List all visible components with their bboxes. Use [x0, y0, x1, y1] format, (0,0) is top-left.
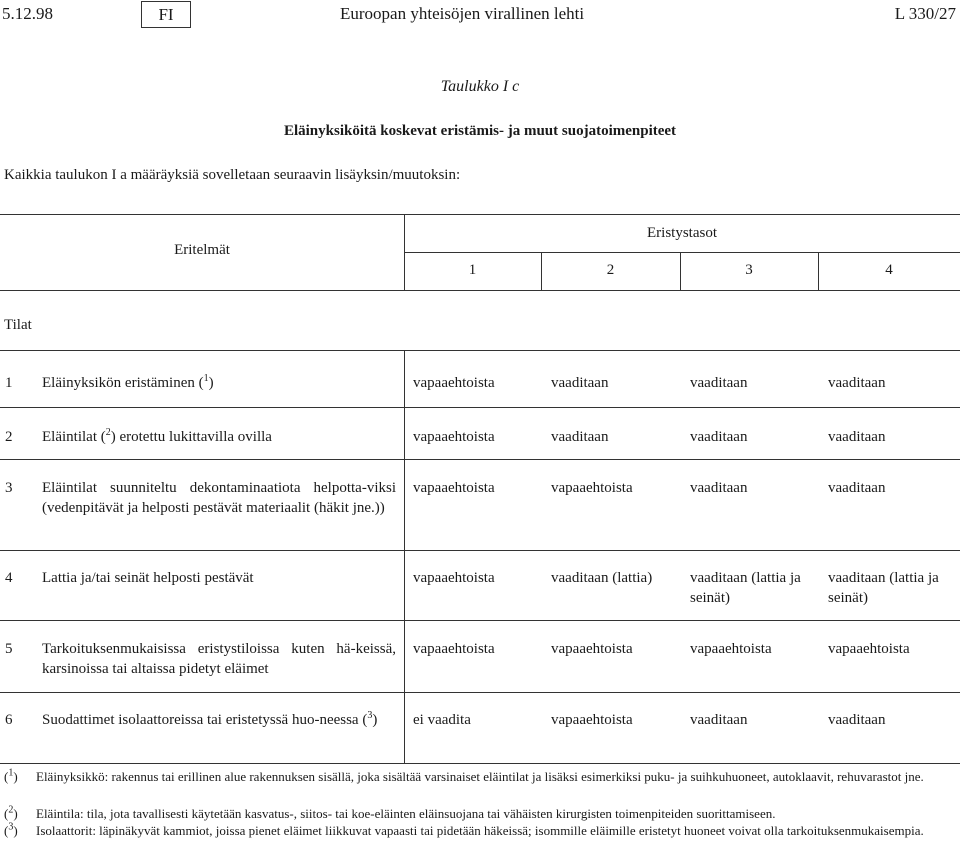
row-value-level-1: vapaaehtoista — [413, 480, 495, 496]
footnote-number: ($^2$) — [4, 804, 18, 821]
row-specification: Eläinyksikön eristäminen ($^1$) — [42, 373, 214, 391]
row-value-level-2: vaaditaan — [551, 429, 609, 445]
row-value-level-3: vaaditaan — [690, 375, 748, 391]
row-value-level-3: vaaditaan — [690, 712, 748, 728]
level-header-2: 2 — [606, 262, 615, 278]
row-value-level-4: vaaditaan (lattia ja seinät) — [828, 570, 939, 606]
row-value-level-4: vaaditaan — [828, 712, 886, 728]
row-value-level-2: vapaaehtoista — [551, 641, 633, 657]
footnote-ref: 3 — [367, 710, 373, 721]
table-title: Eläinyksiköitä koskevat eristämis- ja muut suojatoimenpiteet — [283, 123, 677, 139]
row-value-level-1: vapaaehtoista — [413, 641, 495, 657]
row-value-level-1: vapaaehtoista — [413, 570, 495, 586]
row-value-level-4: vaaditaan — [828, 429, 886, 445]
table-bottom-rule — [0, 763, 960, 764]
footnote-number: ($^3$) — [4, 821, 18, 838]
row-number: 1 — [5, 375, 13, 391]
row-value-level-1: vapaaehtoista — [413, 375, 495, 391]
row-specification: Eläintilat suunniteltu dekontaminaatiota helpotta-viksi (vedenpitävät ja helposti pestävät materiaalit (häkit jne.)) — [42, 480, 396, 516]
row-value-level-2: vapaaehtoista — [551, 480, 633, 496]
footnote-ref: 2 — [105, 427, 111, 438]
row-value-level-3: vaaditaan (lattia ja seinät) — [690, 570, 801, 606]
row-value-level-4: vapaaehtoista — [828, 641, 910, 657]
level-header-1: 1 — [468, 262, 477, 278]
row-specification: Eläintilat ($^2$) erotettu lukittavilla ovilla — [42, 427, 272, 445]
footnote-text: Isolaattorit: läpinäkyvät kammiot, joissa pienet eläimet liikkuvat vapaasti tai pidetään häkeissä; isommille eläimille eristetyt huoneet voivat olla tarkoituksenmukaisempia. — [36, 823, 924, 838]
row-value-level-2: vaaditaan (lattia) — [551, 570, 653, 586]
row-value-level-2: vaaditaan — [551, 375, 609, 391]
row-number: 5 — [5, 641, 13, 657]
row-number: 6 — [5, 712, 13, 728]
footnote-ref: 1 — [203, 373, 209, 384]
row-value-level-4: vaaditaan — [828, 375, 886, 391]
row-specification: Suodattimet isolaattoreissa tai eristetyssä huo-neessa ($^3$) — [42, 710, 378, 728]
column-divider — [404, 350, 405, 763]
column-header-specifications: Eritelmät — [174, 242, 230, 258]
row-specification: Lattia ja/tai seinät helposti pestävät — [42, 570, 254, 586]
row-number: 2 — [5, 429, 13, 445]
row-value-level-1: vapaaehtoista — [413, 429, 495, 445]
language-code: FI — [158, 5, 174, 24]
row-value-level-4: vaaditaan — [828, 480, 886, 496]
row-value-level-3: vaaditaan — [690, 429, 748, 445]
row-number: 3 — [5, 480, 13, 496]
row-specification: Tarkoituksenmukaisissa eristystiloissa kuten hä-keissä, karsinoissa tai altaissa pidetyt eläimet — [42, 641, 396, 677]
row-value-level-1: ei vaadita — [413, 712, 471, 728]
row-number: 4 — [5, 570, 13, 586]
footnote-number: ($^1$) — [4, 767, 18, 784]
intro-text: Kaikkia taulukon I a määräyksiä sovelletaan seuraavin lisäyksin/muutoksin: — [4, 167, 461, 183]
page-reference: L 330/27 — [894, 4, 956, 23]
table-top-rule — [0, 214, 960, 215]
header-mid-rule — [404, 252, 960, 253]
section-rule — [0, 350, 960, 351]
journal-title: Euroopan yhteisöjen virallinen lehti — [340, 4, 585, 23]
table-label: Taulukko I c — [440, 78, 520, 95]
header-bottom-rule — [0, 290, 960, 291]
header-date: 5.12.98 — [2, 4, 53, 23]
row-value-level-3: vapaaehtoista — [690, 641, 772, 657]
section-label: Tilat — [4, 317, 32, 333]
footnote-text: Eläinyksikkö: rakennus tai erillinen alue rakennuksen sisällä, joka sisältää varsinaiset eläintilat ja lisäksi esimerkiksi puku- ja suihkuhuoneet, autoklaavit, rehuvarastot jne. — [36, 769, 924, 784]
column-group-header-levels: Eristystasot — [647, 225, 717, 241]
row-value-level-2: vapaaehtoista — [551, 712, 633, 728]
language-code-box — [141, 1, 191, 28]
row-value-level-3: vaaditaan — [690, 480, 748, 496]
footnote-text: Eläintila: tila, jota tavallisesti käytetään kasvatus-, siitos- tai koe-eläinten eläinsuojana tai vähäisten kirurgisten toimenpiteiden suorittamiseen. — [36, 806, 776, 821]
level-header-3: 3 — [745, 262, 753, 278]
level-header-4: 4 — [885, 262, 893, 278]
